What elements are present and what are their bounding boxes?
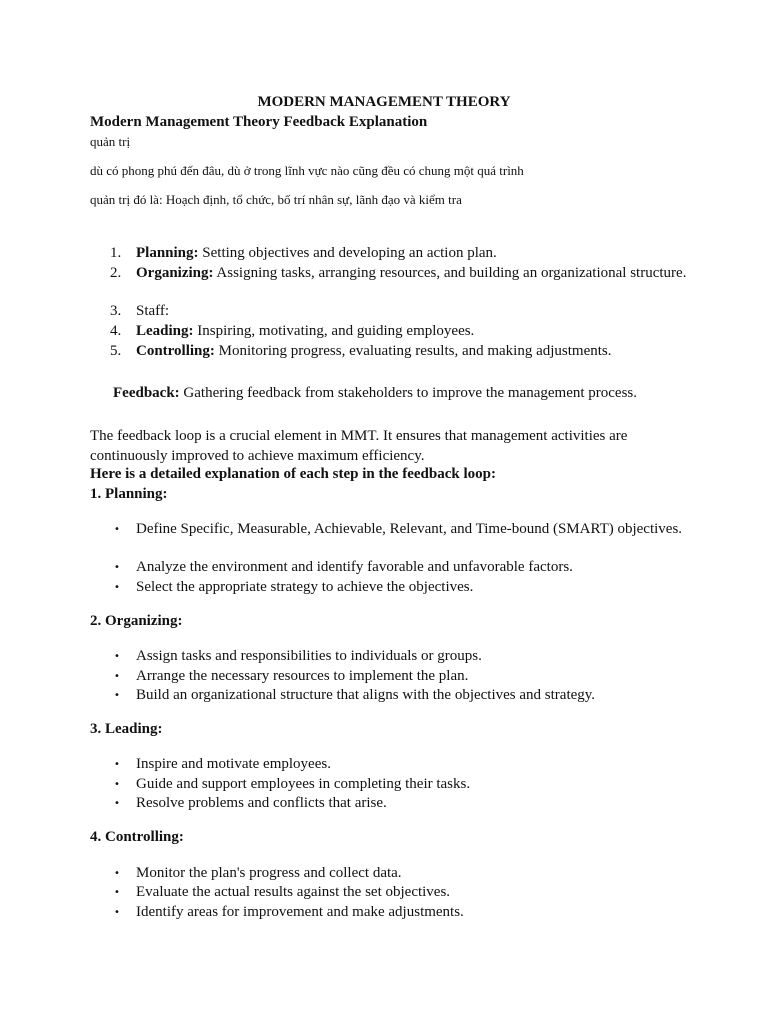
function-text: Staff: bbox=[136, 303, 170, 319]
function-label: Leading: bbox=[136, 323, 194, 339]
section-heading: 1. Planning: bbox=[90, 486, 168, 502]
list-item bbox=[114, 686, 704, 706]
list-item bbox=[114, 647, 704, 667]
feedback-text: Gathering feedback from stakeholders to improve the management process. bbox=[179, 385, 638, 401]
list-item-text: Define Specific, Measurable, Achievable, Relevant, and Time-bound (SMART) objectives. bbox=[136, 521, 683, 537]
viet-line: quản trị bbox=[90, 134, 131, 149]
list-item-text: Evaluate the actual results against the set objectives. bbox=[136, 884, 451, 900]
list-item-text: Resolve problems and conflicts that arise. bbox=[136, 795, 387, 811]
bullet-icon: • bbox=[114, 907, 120, 918]
bullet-icon: • bbox=[114, 582, 120, 593]
list-item bbox=[114, 883, 704, 903]
list-item bbox=[114, 864, 704, 884]
function-number: 3. bbox=[110, 303, 122, 319]
list-item bbox=[114, 903, 704, 923]
list-item bbox=[114, 520, 704, 540]
function-label: Organizing: bbox=[136, 265, 214, 281]
list-item-text: Inspire and motivate employees. bbox=[136, 756, 331, 772]
function-label: Planning: bbox=[136, 245, 199, 261]
bullet-icon: • bbox=[114, 671, 120, 682]
list-item-text: Monitor the plan's progress and collect data. bbox=[136, 865, 402, 881]
list-item-text: Arrange the necessary resources to implement the plan. bbox=[136, 668, 469, 684]
section-heading: 2. Organizing: bbox=[90, 613, 183, 629]
function-item bbox=[110, 244, 690, 264]
bullet-icon: • bbox=[114, 868, 120, 879]
function-number: 1. bbox=[110, 245, 122, 261]
function-label: Controlling: bbox=[136, 343, 215, 359]
detail-heading: Here is a detailed explanation of each step in the feedback loop: bbox=[90, 466, 496, 482]
function-item bbox=[110, 264, 690, 284]
function-text: Setting objectives and developing an action plan. bbox=[198, 245, 497, 261]
list-item-text: Identify areas for improvement and make adjustments. bbox=[136, 904, 464, 920]
list-item-text: Assign tasks and responsibilities to individuals or groups. bbox=[136, 648, 482, 664]
list-item bbox=[114, 794, 704, 814]
bullet-icon: • bbox=[114, 562, 120, 573]
viet-line: quản trị đó là: Hoạch định, tổ chức, bố trí nhân sự, lãnh đạo và kiểm tra bbox=[90, 192, 462, 207]
list-item-text: Select the appropriate strategy to achieve the objectives. bbox=[136, 579, 474, 595]
feedback-paragraph bbox=[113, 384, 673, 404]
document-title: MODERN MANAGEMENT THEORY bbox=[257, 94, 511, 110]
viet-line: dù có phong phú đến đâu, dù ở trong lĩnh vực nào cũng đều có chung một quá trình bbox=[90, 163, 524, 178]
bullet-icon: • bbox=[114, 759, 120, 770]
section-heading: 3. Leading: bbox=[90, 721, 163, 737]
list-item bbox=[114, 578, 704, 598]
function-text: Assigning tasks, arranging resources, and building an organizational structure. bbox=[213, 265, 687, 281]
document-subtitle: Modern Management Theory Feedback Explanation bbox=[90, 114, 428, 130]
bullet-icon: • bbox=[114, 524, 120, 535]
list-item-text: Guide and support employees in completing their tasks. bbox=[136, 776, 471, 792]
list-item bbox=[114, 667, 704, 687]
list-item-text: Build an organizational structure that aligns with the objectives and strategy. bbox=[136, 687, 596, 703]
bullet-icon: • bbox=[114, 779, 120, 790]
function-number: 5. bbox=[110, 343, 122, 359]
list-item-text: Analyze the environment and identify favorable and unfavorable factors. bbox=[136, 559, 573, 575]
list-item bbox=[114, 558, 704, 578]
bullet-icon: • bbox=[114, 690, 120, 701]
bullet-icon: • bbox=[114, 798, 120, 809]
function-number: 2. bbox=[110, 265, 122, 281]
function-item bbox=[110, 342, 690, 362]
function-text: Monitoring progress, evaluating results, and making adjustments. bbox=[214, 343, 612, 359]
feedback-label: Feedback: bbox=[113, 385, 180, 401]
list-item bbox=[114, 775, 704, 795]
bullet-icon: • bbox=[114, 887, 120, 898]
loop-paragraph: The feedback loop is a crucial element in MMT. It ensures that management activities are continuously improved to achieve maximum efficiency. bbox=[90, 428, 628, 464]
bullet-icon: • bbox=[114, 651, 120, 662]
function-number: 4. bbox=[110, 323, 122, 339]
function-item bbox=[110, 302, 690, 322]
section-heading: 4. Controlling: bbox=[90, 829, 184, 845]
function-text: Inspiring, motivating, and guiding employees. bbox=[193, 323, 475, 339]
function-item bbox=[110, 322, 690, 342]
list-item bbox=[114, 755, 704, 775]
